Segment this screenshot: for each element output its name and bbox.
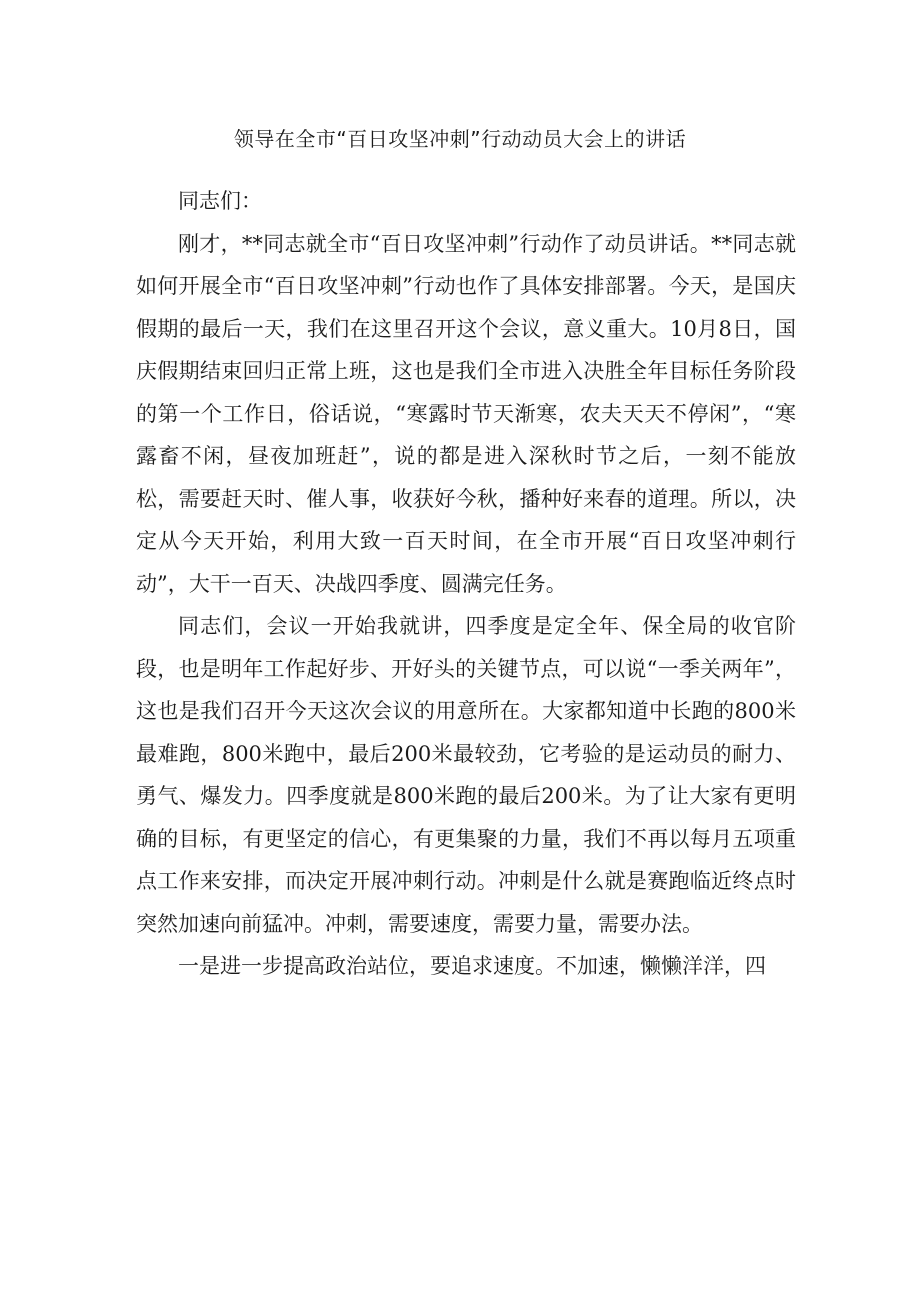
paragraph: 一是进一步提高政治站位，要追求速度。不加速，懒懒洋洋，四 (178, 954, 766, 978)
document-body (136, 180, 796, 988)
document-title: 领导在全市“百日攻坚冲刺”行动动员大会上的讲话 (233, 127, 687, 151)
salutation: 同志们： (178, 189, 262, 213)
paragraph: 刚才，**同志就全市“百日攻坚冲刺”行动作了动员讲话。**同志就如何开展全市“百日攻坚冲刺”行动也作了具体安排部署。今天，是国庆假期的最后一天，我们在这里召开这个会议，意义重大。10月8日，国庆假期结束回归正常上班，这也是我们全市进入决胜全年目标任务阶段的第一个工作日，俗话说，“寒露时节天渐寒，农夫天天不停闲”，“寒露畜不闲，昼夜加班赶”，说的都是进入深秋时节之后，一刻不能放松，需要赶天时、催人事，收获好今秋，播种好来春的道理。所以，决定从今天开始，利用大致一百天时间，在全市开展“百日攻坚冲刺行动”，大干一百天、决战四季度、圆满完任务。 (136, 231, 796, 596)
paragraph: 同志们，会议一开始我就讲，四季度是定全年、保全局的收官阶段，也是明年工作起好步、开好头的关键节点，可以说“一季关两年”，这也是我们召开今天这次会议的用意所在。大家都知道中长跑的800米最难跑，800米跑中，最后200米最较劲，它考验的是运动员的耐力、勇气、爆发力。四季度就是800米跑的最后200米。为了让大家有更明确的目标，有更坚定的信心，有更集聚的力量，我们不再以每月五项重点工作来安排，而决定开展冲刺行动。冲刺是什么就是赛跑临近终点时突然加速向前猛冲。冲刺，需要速度，需要力量，需要办法。 (136, 614, 796, 936)
